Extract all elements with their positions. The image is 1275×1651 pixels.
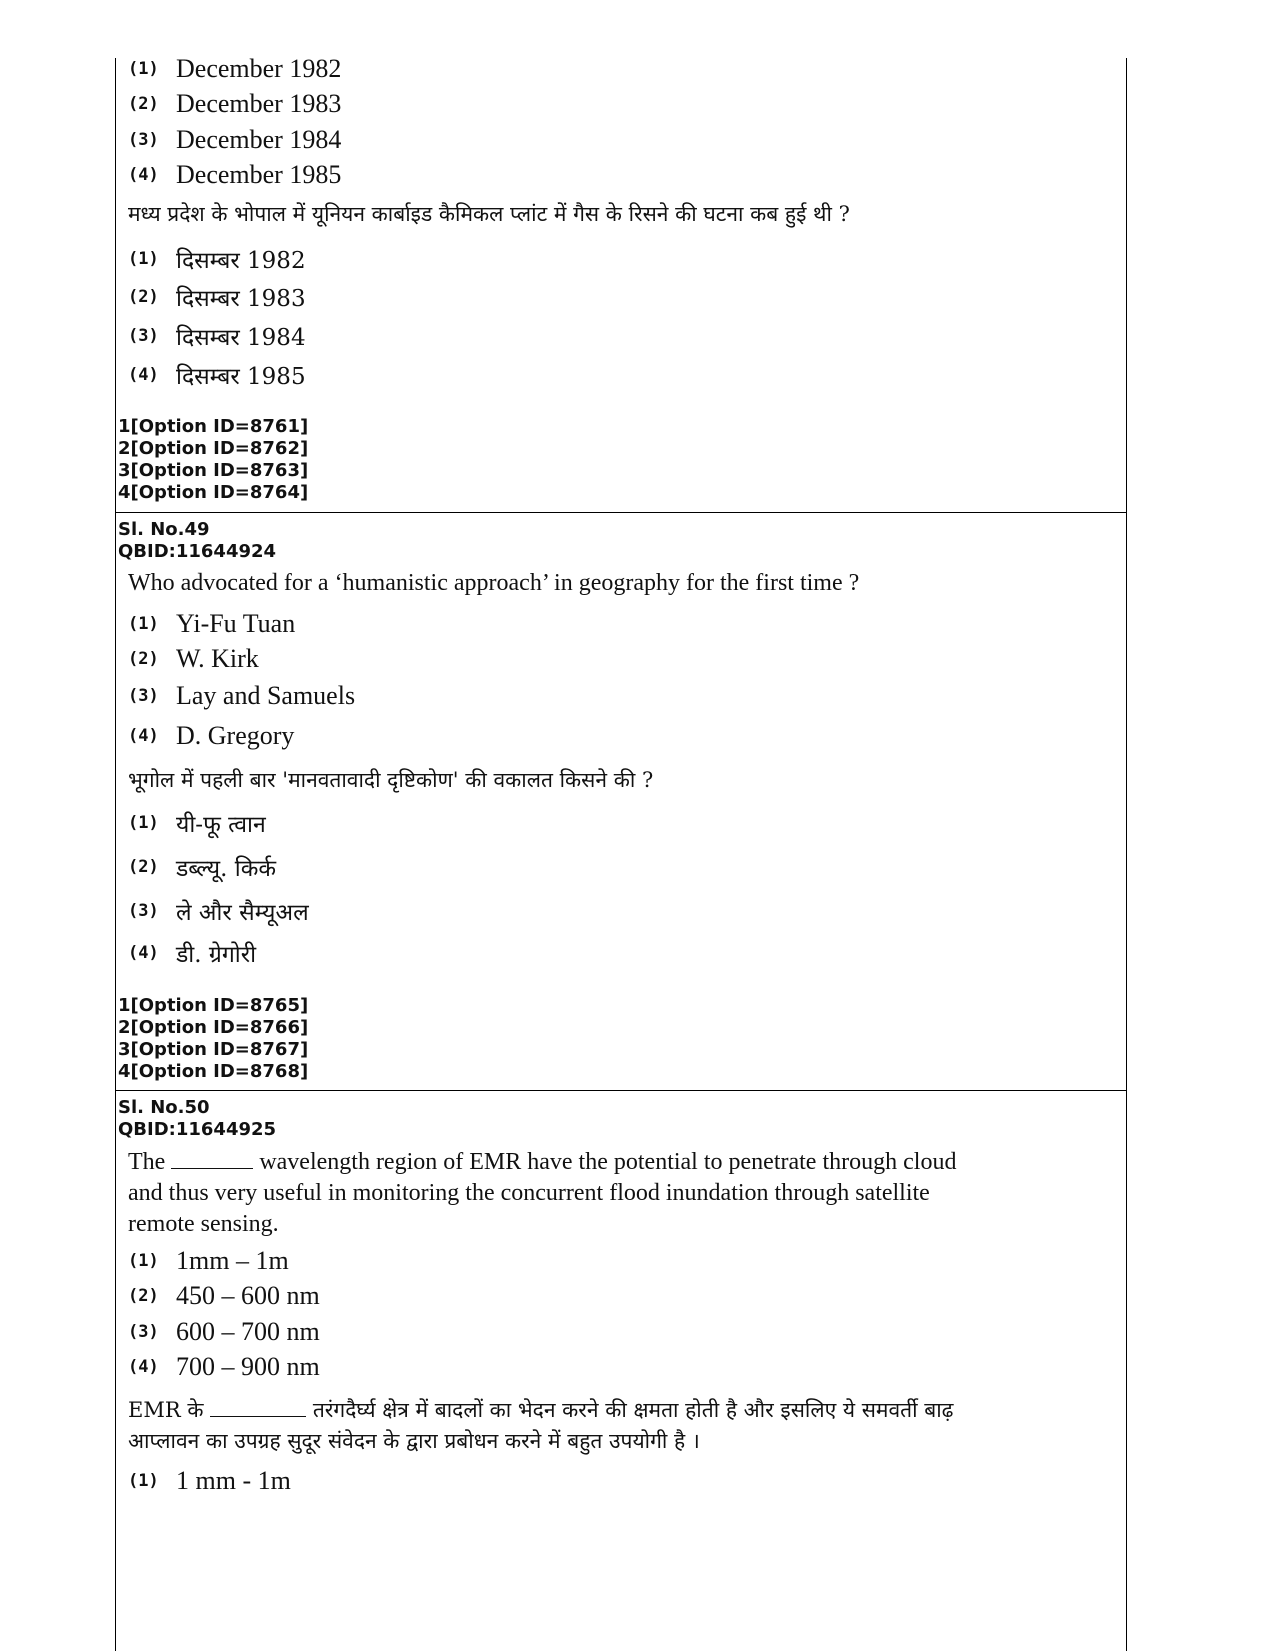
q48-en-option-4 — [128, 158, 341, 192]
question-text-start: EMR के — [128, 1398, 204, 1422]
option-number: (4) — [128, 726, 159, 746]
option-text: Lay and Samuels — [176, 681, 356, 710]
option-number: (4) — [128, 365, 159, 385]
q50-hi-option-1 — [128, 1464, 291, 1498]
q49-hi-option-4 — [128, 936, 256, 970]
option-number: (2) — [128, 94, 159, 114]
q50-header — [118, 1097, 276, 1141]
option-number: (2) — [128, 287, 159, 307]
question-text-end: तरंगदैर्घ्य क्षेत्र में बादलों का भेदन करने की क्षमता होती है और इसलिए ये समवर्ती बाढ़ आप्लावन का उपग्रह सुदूर संवेदन के द्वारा प्रबोधन करने में बहुत उपयोगी है । — [128, 1398, 954, 1453]
q48-en-option-2 — [128, 87, 341, 121]
option-number: (1) — [128, 59, 159, 79]
qbid: QBID:11644924 — [118, 541, 277, 562]
q49-header — [118, 519, 276, 563]
option-number: (3) — [128, 1322, 159, 1342]
option-number: (1) — [128, 249, 159, 269]
question-text-end: wavelength region of EMR have the potential to penetrate through cloud and thus very useful in monitoring the concurrent flood inundation through satellite remote sensing. — [128, 1149, 957, 1237]
option-id: 2[Option ID=8762] — [118, 438, 309, 459]
option-number: (2) — [128, 1286, 159, 1306]
q50-english-question — [128, 1146, 986, 1240]
serial-number: Sl. No.49 — [118, 519, 210, 540]
q48-option-ids — [118, 416, 308, 504]
option-text: ले और सैम्यूअल — [176, 900, 309, 926]
q49-english-question: Who advocated for a ‘humanistic approach’ in geography for the first time ? — [128, 570, 860, 596]
q48-en-option-3 — [128, 123, 341, 157]
option-id: 4[Option ID=8768] — [118, 1061, 309, 1082]
option-number: (4) — [128, 165, 159, 185]
option-text: Yi-Fu Tuan — [176, 609, 296, 638]
option-text: 1 mm - 1m — [176, 1466, 291, 1495]
option-text: 1mm – 1m — [176, 1246, 289, 1275]
fill-in-blank — [171, 1146, 253, 1169]
option-text: यी-फू त्वान — [176, 812, 266, 838]
option-text: 450 – 600 nm — [176, 1281, 320, 1310]
option-number: (3) — [128, 901, 159, 921]
q49-option-ids — [118, 995, 308, 1083]
q49-hindi-question: भूगोल में पहली बार 'मानवतावादी दृष्टिकोण' की वकालत किसने की ? — [128, 768, 654, 792]
option-number: (1) — [128, 1251, 159, 1271]
option-text: D. Gregory — [176, 721, 295, 750]
fill-in-blank — [210, 1394, 306, 1417]
q50-en-option-4 — [128, 1350, 320, 1384]
q48-en-option-1 — [128, 52, 341, 86]
option-text: दिसम्बर 1985 — [176, 364, 306, 390]
q50-en-option-3 — [128, 1315, 320, 1349]
question-divider — [116, 1090, 1126, 1091]
q50-en-option-2 — [128, 1279, 320, 1313]
option-number: (2) — [128, 857, 159, 877]
q49-en-option-4 — [128, 719, 294, 753]
q48-hi-option-4 — [128, 358, 306, 392]
option-number: (4) — [128, 943, 159, 963]
q50-en-option-1 — [128, 1244, 289, 1278]
q49-en-option-1 — [128, 607, 295, 641]
question-paper-frame — [115, 54, 1127, 1651]
q49-en-option-2 — [128, 642, 259, 676]
serial-number: Sl. No.50 — [118, 1097, 210, 1118]
option-id: 3[Option ID=8767] — [118, 1039, 309, 1060]
option-number: (4) — [128, 1357, 159, 1377]
option-text: दिसम्बर 1983 — [176, 286, 306, 312]
option-number: (3) — [128, 686, 159, 706]
qbid: QBID:11644925 — [118, 1119, 277, 1140]
question-divider — [116, 512, 1126, 513]
q48-hi-option-3 — [128, 319, 306, 353]
option-id: 4[Option ID=8764] — [118, 482, 309, 503]
option-id: 2[Option ID=8766] — [118, 1017, 309, 1038]
option-number: (3) — [128, 130, 159, 150]
option-text: W. Kirk — [176, 644, 259, 673]
option-text: December 1985 — [176, 160, 342, 189]
option-text: December 1982 — [176, 54, 342, 83]
option-id: 3[Option ID=8763] — [118, 460, 309, 481]
option-number: (1) — [128, 614, 159, 634]
q49-hi-option-2 — [128, 850, 276, 884]
option-text: December 1983 — [176, 89, 342, 118]
option-text: दिसम्बर 1982 — [176, 248, 306, 274]
option-id: 1[Option ID=8761] — [118, 416, 309, 437]
option-number: (2) — [128, 649, 159, 669]
option-id: 1[Option ID=8765] — [118, 995, 309, 1016]
option-text: डी. ग्रेगोरी — [176, 942, 257, 968]
q49-hi-option-3 — [128, 894, 309, 928]
option-text: 600 – 700 nm — [176, 1317, 320, 1346]
question-text-start: The — [128, 1149, 166, 1175]
q48-hindi-question: मध्य प्रदेश के भोपाल में यूनियन कार्बाइड कैमिकल प्लांट में गैस के रिसने की घटना कब हुई थी ? — [128, 202, 850, 226]
q48-hi-option-2 — [128, 280, 306, 314]
q48-hi-option-1 — [128, 242, 306, 276]
option-number: (1) — [128, 813, 159, 833]
q49-en-option-3 — [128, 679, 355, 713]
option-text: December 1984 — [176, 125, 342, 154]
option-text: डब्ल्यू. किर्क — [176, 856, 277, 882]
q49-hi-option-1 — [128, 806, 266, 840]
option-number: (3) — [128, 326, 159, 346]
option-text: 700 – 900 nm — [176, 1352, 320, 1381]
option-text: दिसम्बर 1984 — [176, 325, 306, 351]
q50-hindi-question — [128, 1394, 976, 1457]
option-number: (1) — [128, 1471, 159, 1491]
